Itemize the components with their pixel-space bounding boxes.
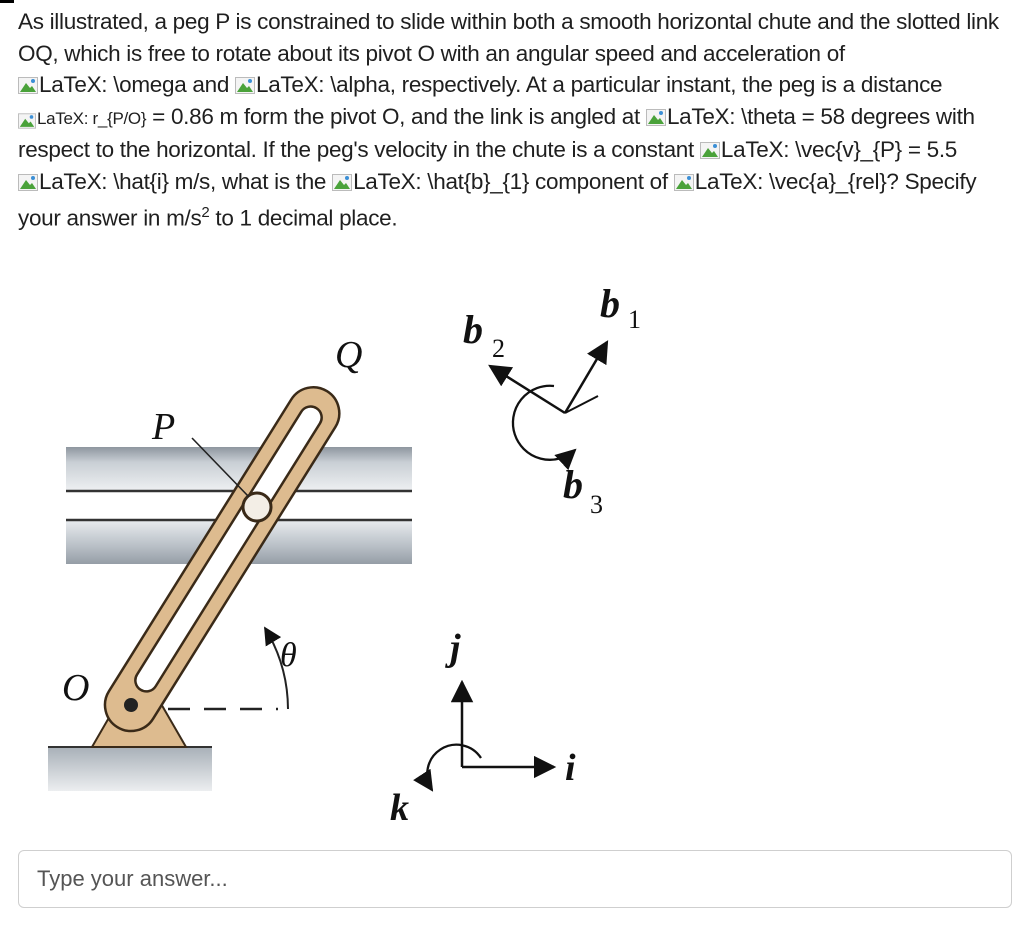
label-O: O: [62, 667, 90, 709]
broken-image-icon: [18, 113, 36, 129]
latex-image-alpha: LaTeX: \alpha: [235, 72, 390, 97]
ijk-frame-axes: [427, 682, 554, 790]
label-theta: θ: [280, 637, 297, 674]
b-frame-axes: [490, 342, 607, 460]
broken-image-icon: [700, 142, 720, 159]
broken-image-icon: [646, 109, 666, 126]
latex-image-b1-hat: LaTeX: \hat{b}_{1}: [332, 169, 529, 194]
question-text: As illustrated, a peg P is constrained to slide within both a smooth horizontal chute and the slotted link OQ, which is free to rotate about its pivot O with an angular speed and acceleration of LaTeX: \omega and LaTeX: \alpha, respectively. At a particular instant, the peg is a distance LaTeX: r_{P/O} = 0.86 m form the pivot O, and the link is angled at LaTeX: \theta = 58 degrees with respect to the horizontal. If the peg's velocity in the chute is a constant LaTeX: \vec{v}_{P} = 5.5LaTeX: \hat{i} m/s, what is the LaTeX: \hat{b}_{1} component of LaTeX: \vec{a}_{rel}? Specify your answer in $m/s^2$ to 1 decimal place.: [18, 9, 999, 231]
pivot-O: [124, 698, 138, 712]
broken-image-icon: [18, 77, 38, 94]
latex-image-v-p: LaTeX: \vec{v}_{P} = 5.5: [700, 137, 957, 162]
latex-image-i-hat: LaTeX: \hat{i}: [18, 169, 169, 194]
top-edge-mark: [0, 0, 14, 3]
label-i: i: [565, 747, 576, 789]
latex-image-a-rel: LaTeX: \vec{a}_{rel}: [674, 169, 887, 194]
label-Q: Q: [335, 334, 363, 376]
broken-image-icon: [235, 77, 255, 94]
broken-image-icon: [674, 174, 694, 191]
latex-image-theta: LaTeX: \theta = 58 degrees: [646, 104, 930, 129]
label-b3-sub: 3: [590, 490, 603, 519]
latex-image-r-p-o: LaTeX: r_{P/O}: [18, 109, 146, 128]
question-part: As illustrated, a peg P is constrained to slide within both a smooth horizontal chute and the slotted link OQ, which is free to rotate about its pivot O with an angular speed and acceleration of: [18, 9, 999, 66]
label-b1-sub: 1: [628, 305, 641, 334]
label-b2: b: [463, 307, 483, 352]
label-b1: b: [600, 281, 620, 326]
label-b3: b: [563, 462, 583, 507]
latex-image-omega: LaTeX: \omega: [18, 72, 186, 97]
broken-image-icon: [332, 174, 352, 191]
broken-image-icon: [18, 174, 38, 191]
answer-input[interactable]: [18, 850, 1012, 908]
label-P: P: [152, 406, 176, 448]
label-k: k: [390, 787, 409, 829]
label-b2-sub: 2: [492, 334, 505, 363]
label-j: j: [450, 627, 461, 669]
mechanism-figure: [0, 270, 1024, 840]
peg-P: [243, 493, 271, 521]
